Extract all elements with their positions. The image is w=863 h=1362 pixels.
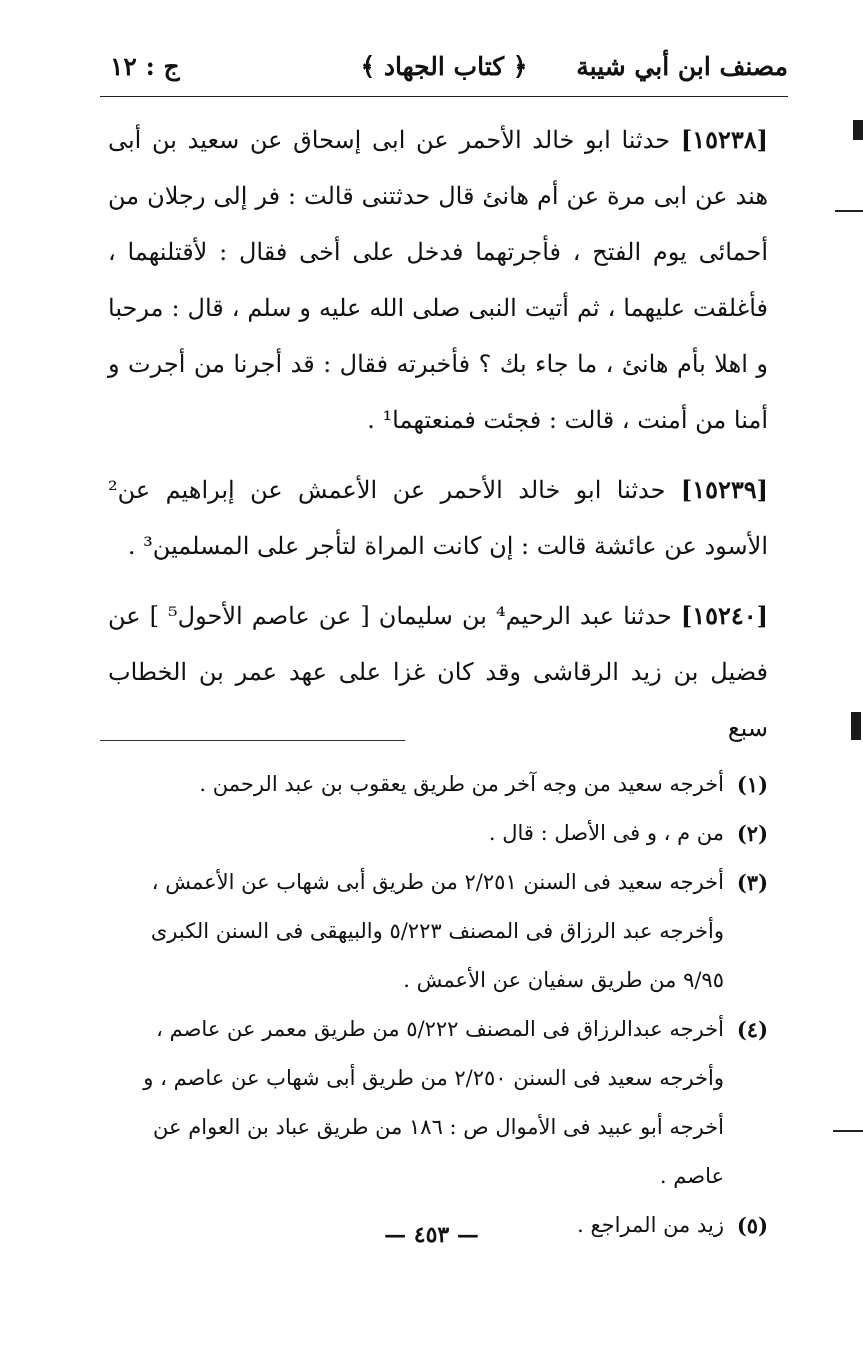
running-header [100, 50, 788, 92]
footnote-item [108, 760, 768, 809]
chapter-title: ﴿ كتاب الجهاد ﴾ [360, 52, 528, 81]
page-number: — ٤٥٣ — [384, 1222, 479, 1248]
hadith-number: [١٥٢٣٩] [680, 475, 768, 504]
hadith-number: [١٥٢٤٠] [680, 601, 769, 630]
footnote-number: (٣) [736, 870, 768, 895]
book-title: مصنف ابن أبي شيبة [576, 52, 788, 81]
footnote-number: (٢) [736, 821, 768, 846]
footnote-number: (١) [736, 772, 768, 797]
main-text [108, 112, 768, 770]
footnote-number: (٤) [736, 1017, 768, 1042]
footnote-number: (٥) [736, 1213, 768, 1238]
header-rule [100, 96, 788, 97]
volume-number: ج : ١٢ [110, 52, 180, 81]
hadith-text: حدثنا ابو خالد الأحمر عن الأعمش عن إبراهيم عن² الأسود عن عائشة قالت : إن كانت المراة لتأجر على المسلمين³ . [108, 476, 768, 560]
scan-mark [853, 120, 863, 140]
footnote-item [108, 858, 768, 1005]
hadith-text: حدثنا ابو خالد الأحمر عن ابى إسحاق عن سعيد بن أبى هند عن ابى مرة عن أم هانئ قال حدثتنى قالت : فر إلى رجلان من أحمائى يوم الفتح ، فأجرتهما فدخل على أخى فقال : لأقتلنهما ، فأغلقت عليهما ، ثم أتيت النبى صلى الله عليه و سلم ، قال : مرحبا و اهلا بأم هانئ ، ما جاء بك ؟ فأخبرته فقال : قد أجرنا من أجرت و أمنا من أمنت ، قالت : فجئت فمنعتهما¹ . [108, 126, 768, 434]
scan-mark [835, 210, 863, 212]
scan-mark [833, 1130, 863, 1132]
footnotes [108, 760, 768, 1250]
footnote-text: من م ، و فى الأصل : قال . [488, 821, 724, 845]
hadith-entry [108, 588, 768, 756]
footnote-text: زيد من المراجع . [577, 1213, 724, 1237]
footnote-item [108, 809, 768, 858]
hadith-entry [108, 462, 768, 574]
hadith-number: [١٥٢٣٨] [680, 125, 768, 154]
footnote-rule [100, 740, 405, 741]
footnote-text: أخرجه عبدالرزاق فى المصنف ٥/٢٢٢ من طريق معمر عن عاصم ، وأخرجه سعيد فى السنن ٢/٢٥٠ من طريق أبى شهاب عن عاصم ، و أخرجه أبو عبيد فى الأموال ص : ١٨٦ من طريق عباد بن العوام عن عاصم . [143, 1017, 724, 1188]
scan-mark [851, 712, 861, 740]
footnote-text: أخرجه سعيد من وجه آخر من طريق يعقوب بن عبد الرحمن . [199, 772, 724, 796]
hadith-entry [108, 112, 768, 448]
footnote-item [108, 1005, 768, 1201]
footnote-text: أخرجه سعيد فى السنن ٢/٢٥١ من طريق أبى شهاب عن الأعمش ، وأخرجه عبد الرزاق فى المصنف ٥/٢٢٣ والبيهقى فى السنن الكبرى ٩/٩٥ من طريق سفيان عن الأعمش . [150, 870, 724, 992]
hadith-text: حدثنا عبد الرحيم⁴ بن سليمان [ عن عاصم الأحول⁵ ] عن فضيل بن زيد الرقاشى وقد كان غزا على عهد عمر بن الخطاب سبع [108, 602, 768, 742]
